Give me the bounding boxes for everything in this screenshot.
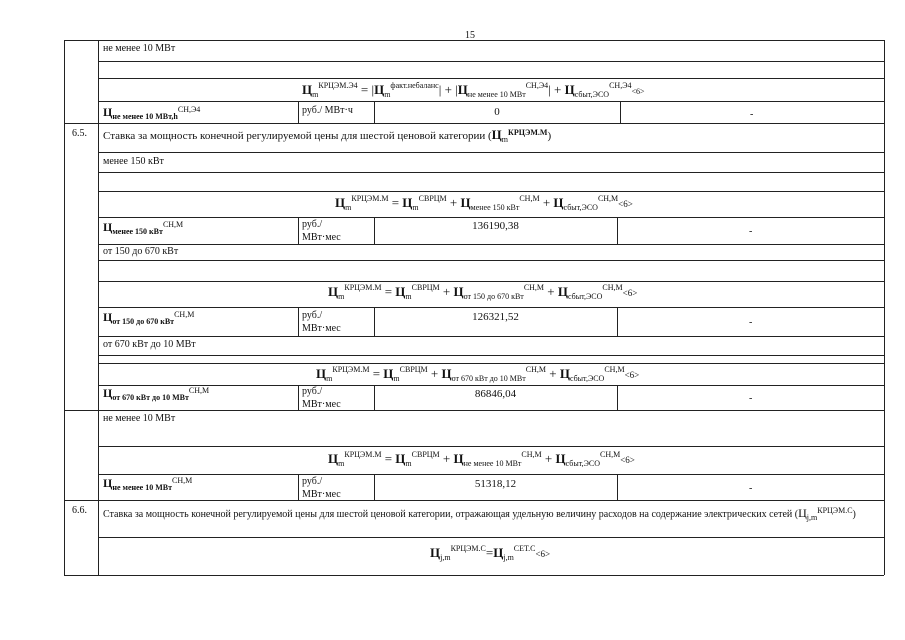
dash-e4: - [750, 109, 754, 120]
value-150-670: 126321,52 [472, 311, 519, 323]
formula-6-6: $Ц_{j,m}^{КРЦЭМ.С}=Ц_{j,m}^{СЕТ.С}<6>$ [430, 544, 551, 562]
category-label-150-670: от 150 до 670 кВт [103, 246, 179, 257]
page-number: 15 [465, 30, 475, 41]
unit-150-670-a: руб./ [302, 310, 323, 321]
heading-6-5: Ставка за мощность конечной регулируемой цены для шестой ценовой категории $(Ц_m^{КРЦЭМ.М})$ [103, 127, 552, 144]
unit-e4: руб./ МВт·ч [302, 105, 353, 116]
row-number-6-6: 6.6. [72, 505, 87, 516]
dash-670-10: - [749, 393, 753, 404]
unit-ge10-b: МВт·мес [302, 489, 341, 500]
category-label-ne-menee-10: не менее 10 МВт [103, 43, 176, 54]
dash-ge10: - [749, 483, 753, 494]
heading-6-6: Ставка за мощность конечной регулируемой цены для шестой ценовой категории, отражающая удельную величину расходов на содержание электрических сетей $(Ц_{j,m}^{КРЦЭМ.С})$ [103, 506, 856, 522]
category-label-menee-150: менее 150 кВт [103, 156, 164, 167]
category-label-ne-menee-10-b: не менее 10 МВт [103, 413, 176, 424]
unit-lt150-a: руб./ [302, 219, 323, 230]
unit-670-10-b: МВт·мес [302, 399, 341, 410]
row-number-6-5: 6.5. [72, 128, 87, 139]
formula-ge10: $Ц_m^{КРЦЭМ.М} = Ц_m^{СВРЦМ} + Ц_{не менее 10 МВт}^{СН,М} + Ц_{сбыт,ЭСО}^{СН,М}<6>$ [328, 450, 635, 468]
value-ge10: 51318,12 [474, 478, 517, 490]
param-label-670-10: $Ц_{от 670 кВт до 10 МВт}^{СН,М}$ [103, 386, 210, 402]
dash-150-670: - [749, 317, 753, 328]
unit-lt150-b: МВт·мес [302, 232, 341, 243]
value-e4: 0 [494, 106, 500, 118]
unit-ge10-a: руб./ [302, 476, 323, 487]
unit-150-670-b: МВт·мес [302, 323, 341, 334]
param-label-e4: $Ц_{не менее 10 МВт,h}^{СН,Э4}$ [103, 105, 201, 121]
unit-670-10-a: руб./ [302, 386, 323, 397]
param-label-150-670: $Ц_{от 150 до 670 кВт}^{СН,М}$ [103, 310, 195, 326]
dash-lt150: - [749, 226, 753, 237]
formula-e4: $Ц_m^{КРЦЭМ.Э4} = |Ц_m^{факт.небаланс}| + |Ц_{не менее 10 МВт}^{СН,Э4}| + Ц_{сбыт,ЭСО}^{СН,Э4}<6>$ [302, 81, 645, 99]
param-label-ge10: $Ц_{не менее 10 МВт}^{СН,М}$ [103, 476, 193, 492]
value-lt150: 136190,38 [472, 220, 519, 232]
formula-670-10: $Ц_m^{КРЦЭМ.М} = Ц_m^{СВРЦМ} + Ц_{от 670 кВт до 10 МВт}^{СН,М} + Ц_{сбыт,ЭСО}^{СН,М}<6>$ [316, 365, 640, 383]
value-670-10: 86846,04 [474, 388, 517, 400]
formula-lt150: $Ц_m^{КРЦЭМ.М} = Ц_m^{СВРЦМ} + Ц_{менее 150 кВт}^{СН,М} + Ц_{сбыт,ЭСО}^{СН,М}<6>$ [335, 194, 633, 212]
category-label-670-10: от 670 кВт до 10 МВт [103, 339, 196, 350]
param-label-lt150: $Ц_{менее 150 кВт}^{СН,М}$ [103, 220, 184, 236]
formula-150-670: $Ц_m^{КРЦЭМ.М} = Ц_m^{СВРЦМ} + Ц_{от 150 до 670 кВт}^{СН,М} + Ц_{сбыт,ЭСО}^{СН,М}<6>$ [328, 283, 638, 301]
